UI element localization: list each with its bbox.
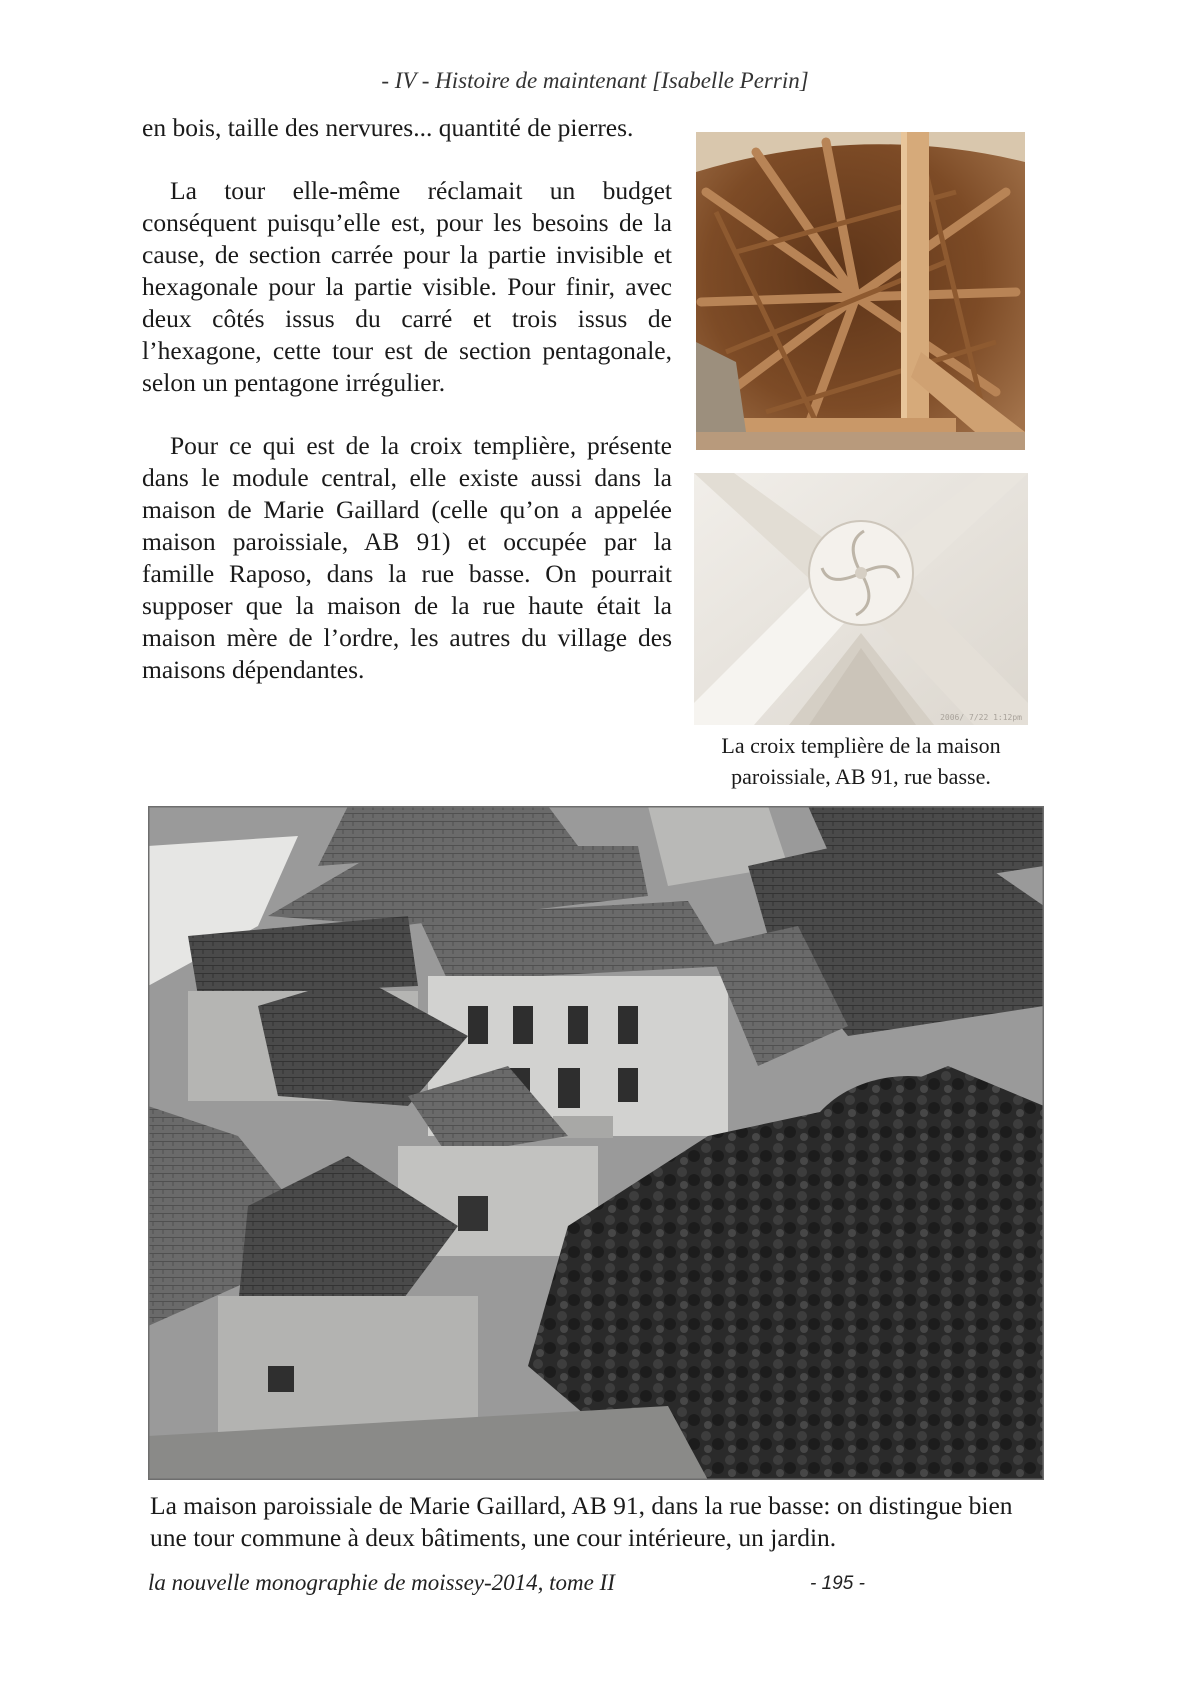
running-header: - IV - Histoire de maintenant [Isabelle Perrin] — [381, 68, 809, 93]
body-paragraph-2: La tour elle-même réclamait un budget conséquent puisqu’elle est, pour les besoins de la cause, de section carrée pour la partie invisible et hexagonale pour la partie visible. Pour finir, avec deux côtés issus du carré et trois issus de l’hexagone, cette tour est de section pentagonale, selon un pentagone irrégulier. — [142, 176, 672, 397]
cross-photo-caption: La croix templière de la maison paroissiale, AB 91, rue basse. — [721, 733, 1001, 789]
body-text-column — [142, 112, 672, 717]
body-paragraph-3: Pour ce qui est de la croix templière, présente dans le module central, elle existe aussi dans la maison de Marie Gaillard (celle qu’on a appelée maison paroissiale, AB 91) et occupée par la famille Raposo, dans la rue basse. On pourrait supposer que la maison de la rue haute était la maison mère de l’ordre, les autres du village des maisons dépendantes. — [142, 431, 672, 684]
photo-date-stamp: 2006/ 7/22 1:12pm — [940, 713, 1022, 722]
body-paragraph-1: en bois, taille des nervures... quantité de pierres. — [142, 113, 634, 142]
village-aerial-photo — [148, 806, 1044, 1480]
publication-footer: la nouvelle monographie de moissey-2014, tome II — [148, 1570, 615, 1595]
village-photo-caption: La maison paroissiale de Marie Gaillard, AB 91, dans la rue basse: on distingue bien une tour commune à deux bâtiments, une cour intérieure, un jardin. — [150, 1491, 1013, 1552]
templar-cross-photo — [694, 473, 1028, 725]
page-number: - 195 - — [810, 1573, 865, 1594]
wooden-ceiling-photo — [696, 132, 1025, 450]
